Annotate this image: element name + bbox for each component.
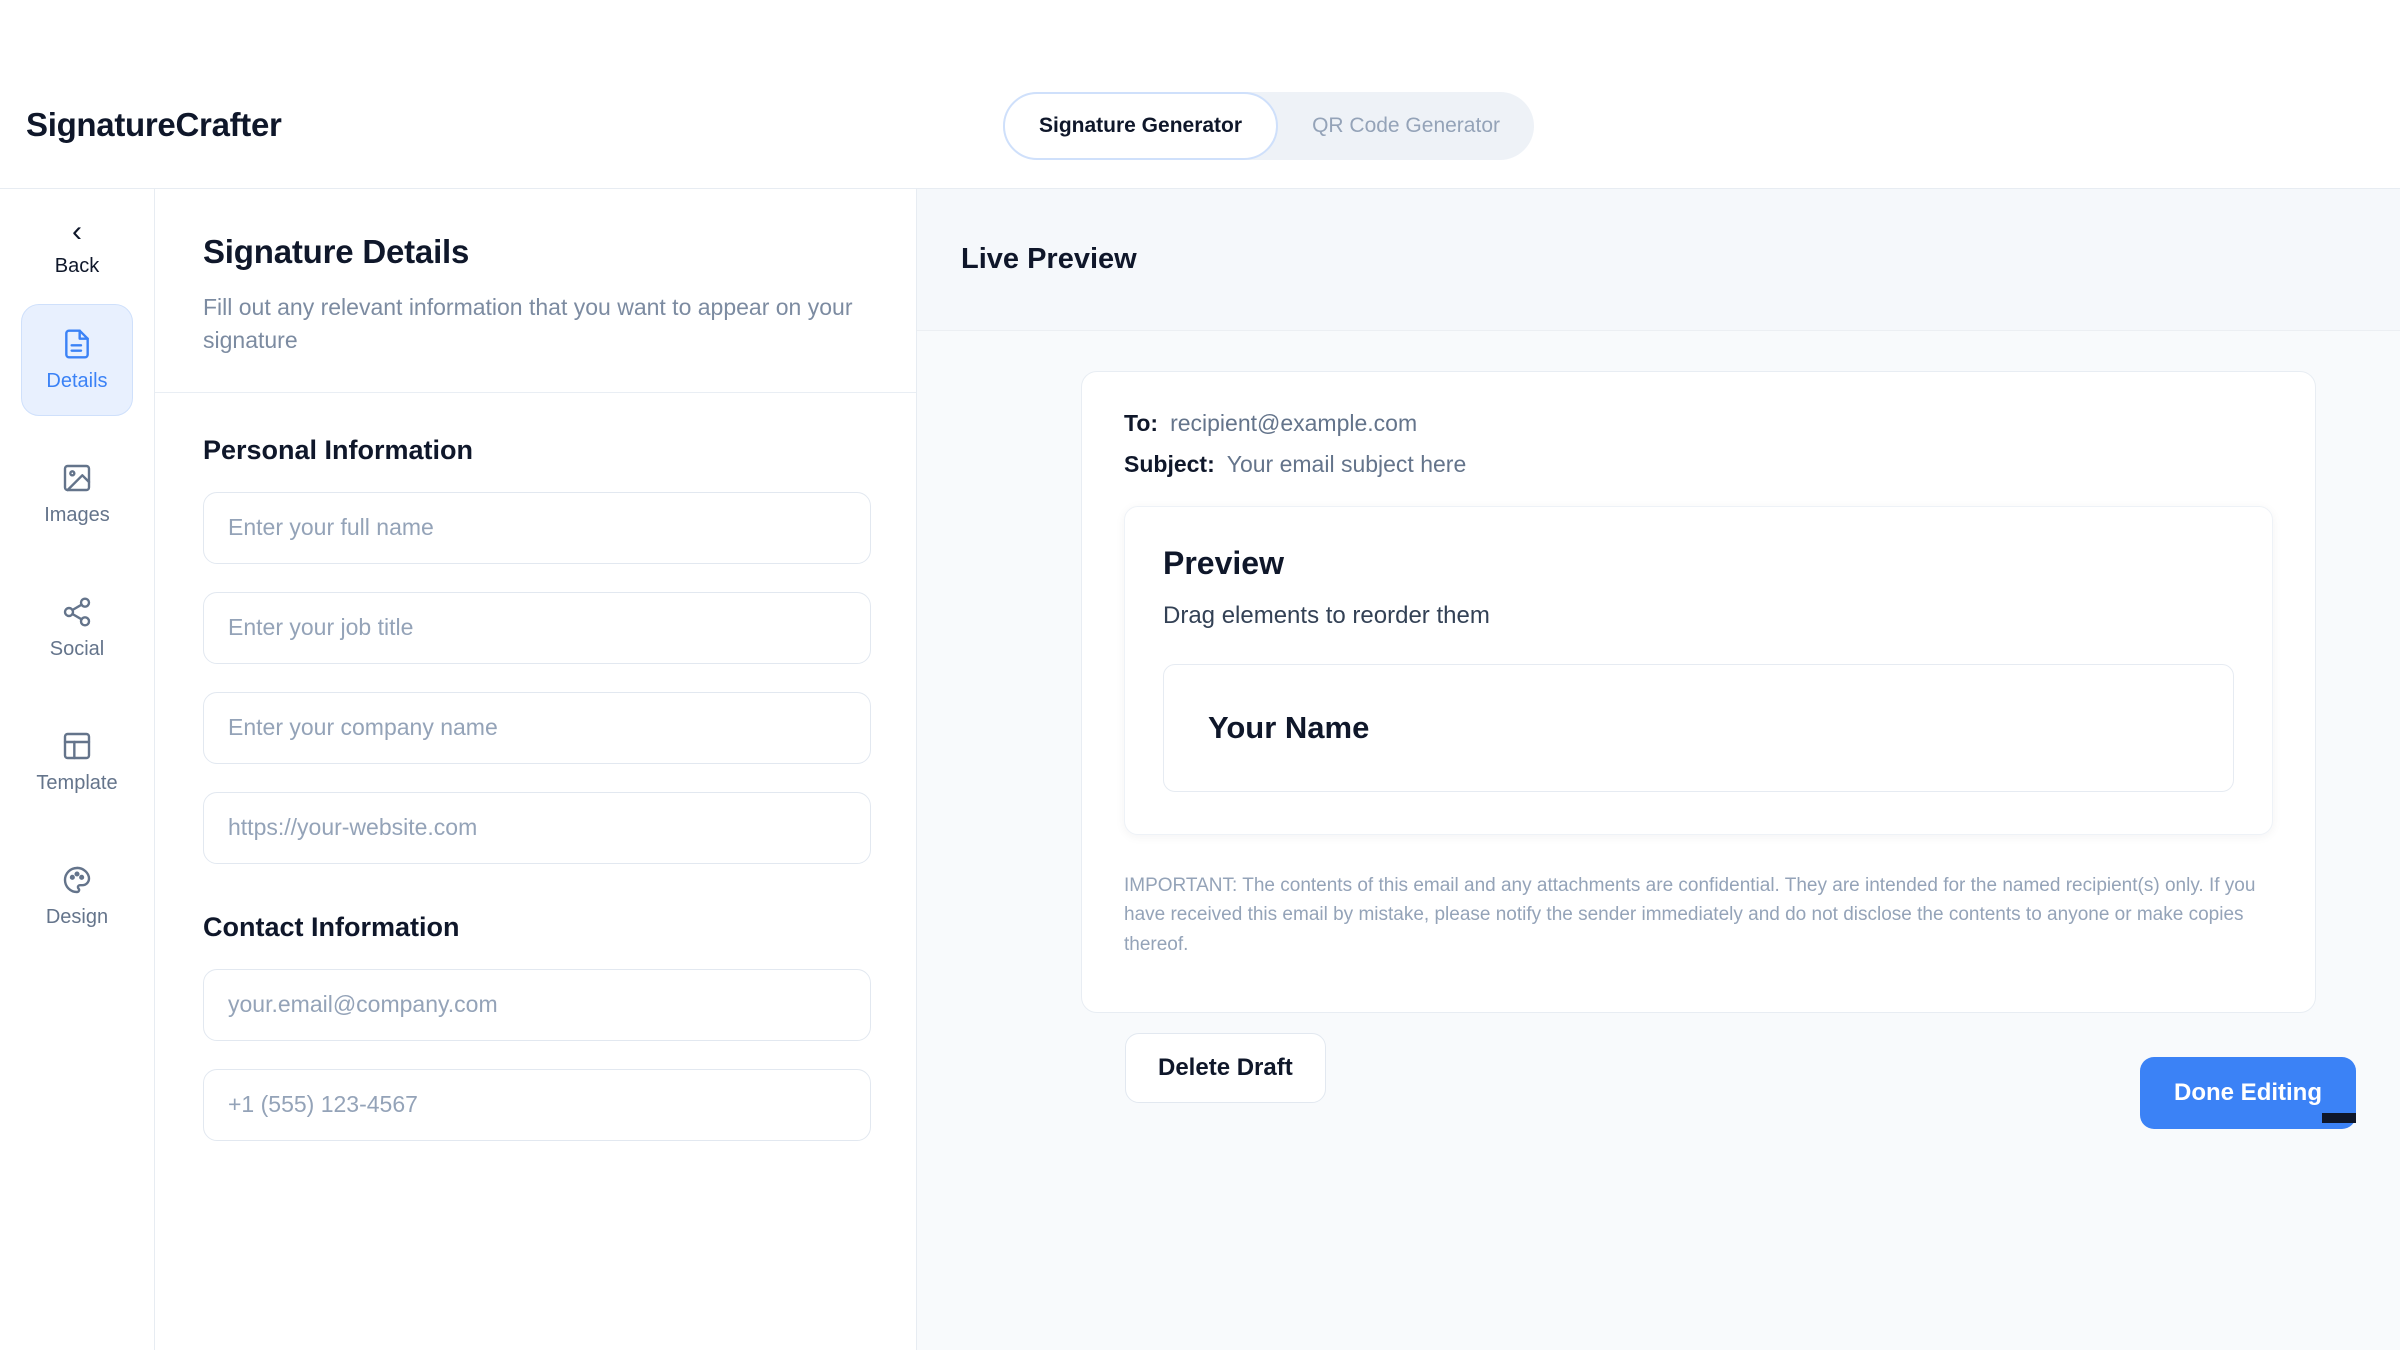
form-header bbox=[155, 189, 916, 393]
sidebar-item-social[interactable] bbox=[21, 572, 133, 684]
sidebar-item-label: Template bbox=[36, 771, 118, 794]
draggable-element-your-name[interactable] bbox=[1163, 664, 2234, 792]
live-preview-panel bbox=[917, 189, 2400, 1350]
email-subject-row bbox=[1124, 451, 2273, 478]
page-title: Signature Details bbox=[203, 233, 470, 270]
back-label: Back bbox=[54, 255, 100, 277]
phone-input[interactable] bbox=[203, 1069, 871, 1141]
subject-label: Subject: bbox=[1124, 451, 1215, 477]
image-icon bbox=[61, 462, 93, 494]
website-input[interactable] bbox=[203, 792, 871, 864]
email-input[interactable] bbox=[203, 969, 871, 1041]
chevron-left-icon: ‹ bbox=[72, 215, 82, 248]
job-title-input[interactable] bbox=[203, 592, 871, 664]
signature-details-panel bbox=[155, 189, 917, 1350]
sidebar-item-label: Design bbox=[45, 905, 109, 928]
main-layout bbox=[0, 188, 2400, 1350]
sidebar-item-label: Details bbox=[46, 369, 108, 392]
signature-preview-card bbox=[1124, 506, 2273, 835]
left-rail bbox=[0, 189, 155, 1350]
preview-footer bbox=[961, 1013, 2356, 1123]
document-icon bbox=[61, 328, 93, 360]
sidebar-item-design[interactable] bbox=[21, 840, 133, 952]
layout-icon bbox=[61, 730, 93, 762]
email-to-row bbox=[1124, 410, 2273, 437]
company-name-input[interactable] bbox=[203, 692, 871, 764]
live-preview-body bbox=[917, 331, 2400, 1350]
full-name-input[interactable] bbox=[203, 492, 871, 564]
to-value: recipient@example.com bbox=[1170, 410, 1418, 436]
sidebar-item-label: Images bbox=[44, 503, 110, 526]
personal-information-heading: Personal Information bbox=[203, 434, 474, 465]
app-brand: SignatureCrafter bbox=[26, 106, 282, 143]
resize-handle[interactable] bbox=[2322, 1113, 2356, 1123]
tab-qr-code-generator[interactable]: QR Code Generator bbox=[1312, 114, 1500, 137]
preview-card-title: Preview bbox=[1163, 545, 1284, 581]
sidebar-item-details[interactable] bbox=[21, 304, 133, 416]
preview-card-subtitle: Drag elements to reorder them bbox=[1163, 602, 1490, 629]
delete-draft-button[interactable]: Delete Draft bbox=[1125, 1033, 1326, 1103]
confidentiality-disclaimer: IMPORTANT: The contents of this email and any attachments are confidential. They are intended for the named recipient(s) only. If you have received this email by mistake, please notify the sender immediately and do not disclose the contents to anyone or make copies thereof. bbox=[1124, 875, 2256, 955]
live-preview-title: Live Preview bbox=[961, 243, 1137, 275]
share-icon bbox=[61, 596, 93, 628]
to-label: To: bbox=[1124, 410, 1159, 436]
email-preview-card bbox=[1081, 371, 2316, 1013]
page-subtitle: Fill out any relevant information that you want to appear on your signature bbox=[203, 294, 853, 354]
subject-value: Your email subject here bbox=[1226, 451, 1467, 477]
palette-icon bbox=[61, 864, 93, 896]
back-button[interactable] bbox=[22, 217, 132, 278]
sidebar-item-label: Social bbox=[49, 637, 105, 660]
sidebar-item-images[interactable] bbox=[21, 438, 133, 550]
contact-information-heading: Contact Information bbox=[203, 911, 460, 942]
top-bar bbox=[0, 0, 2400, 188]
mode-switch bbox=[1003, 92, 1534, 160]
sidebar-item-template[interactable] bbox=[21, 706, 133, 818]
done-editing-button[interactable]: Done Editing bbox=[2140, 1057, 2356, 1129]
form-body bbox=[155, 393, 916, 1141]
tab-signature-generator[interactable]: Signature Generator bbox=[1003, 92, 1278, 160]
live-preview-header bbox=[917, 189, 2400, 331]
element-name-label: Your Name bbox=[1208, 710, 1370, 745]
